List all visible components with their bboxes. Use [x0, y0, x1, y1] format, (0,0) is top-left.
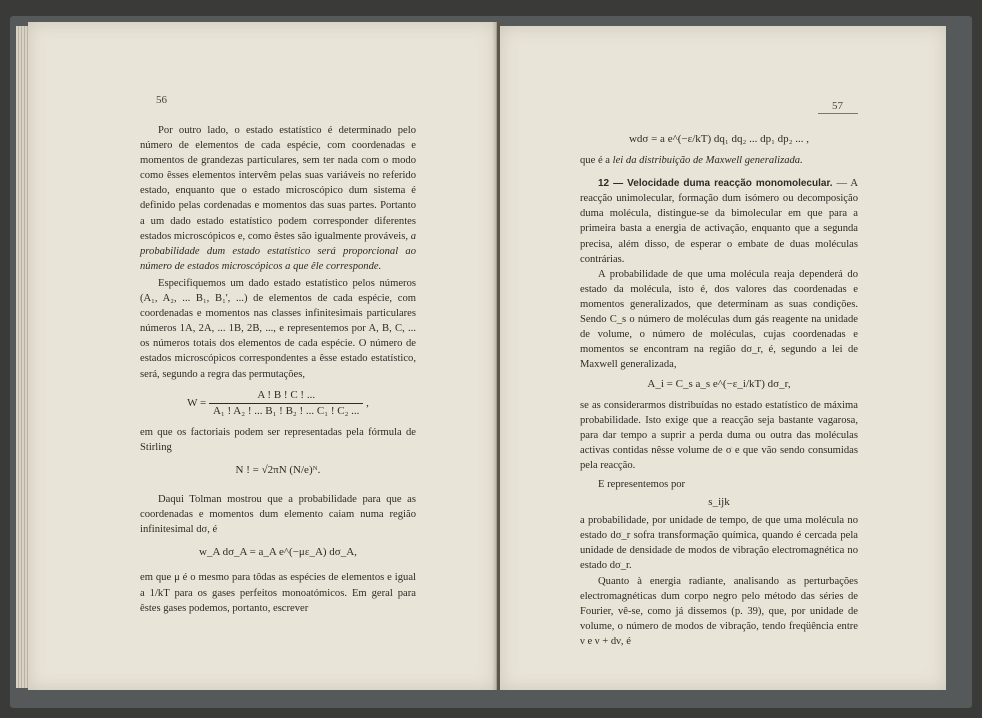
equation-probability: w_A dσ_A = a_A e^(−με_A) dσ_A,: [199, 546, 357, 559]
right-page-number: 57: [832, 100, 843, 112]
paragraph-text: A reacção unimolecular, formação dum isómero ou decomposição duma molécula, distingue-se da bimolecular em que para a primeira basta a energia de activação, enquanto que a segunda precisa, além disso, de esperar o embate de duas moléculas contrárias.: [580, 178, 858, 265]
section-heading: 12 — Velocidade duma reacção monomolecular.: [598, 178, 833, 190]
numerator: A ! B ! C ! ...: [209, 388, 363, 404]
paragraph: em que os factoriais podem ser representadas pela fórmula de Stirling: [140, 426, 416, 453]
paragraph: a probabilidade, por unidade de tempo, de que uma molécula no estado dσ_r sofra transformação química, quando é cercada pela unidade de densidade de modos de vibração electromagnética no estado dσ_r.: [580, 515, 858, 572]
denominator: A₁ ! A₂ ! ... B₁ ! B₂ ! ... C₁ ! C₂ ...: [212, 404, 360, 417]
fraction: [209, 388, 363, 419]
text-prefix: que é a: [580, 155, 613, 167]
equation-permutations: [140, 388, 416, 419]
equation-ai: A_i = C_s a_s e^(−ε_i/kT) dσ_r,: [647, 378, 791, 391]
left-page-number: 56: [156, 94, 167, 106]
paragraph: [140, 123, 416, 274]
paragraph: [580, 176, 858, 267]
italic-law: lei da distribuição de Maxwell generalizada.: [612, 155, 803, 167]
left-page-text: [140, 123, 416, 616]
equation-stirling: N ! = √2πN (N/e)ᴺ.: [235, 463, 321, 476]
paragraph: se as considerarmos distribuídas no estado estatístico de máxima probabilidade. Isto exige que a reacção seja bastante vagarosa, para dar tempo a suprir a perda duma ou outra das moléculas activas contidas nêsse volume de σ e que vão sendo consumidas pela reacção.: [580, 399, 858, 471]
eq-tail: ,: [366, 396, 369, 409]
paragraph-text: Por outro lado, o estado estatístico é determinado pelo número de elementos de cada espécie, com coordenadas e momentos de grandezas particulares, sem ter nada com o modo como êsses elementos intervêm pelas suas variáveis no referido estado, enquanto que o estado microscópico dum sistema é definido pelas cordenadas e momentos das suas partes. Portanto a um dado estado estatístico podem corresponder diferentes estados microscópicos e, como êstes são igualmente prováveis,: [140, 125, 416, 242]
paragraph: E representemos por: [598, 478, 686, 490]
equation-maxwell: wdσ = a e^(−ε/kT) dq₁ dq₂ ... dp₁ dp₂ ... ,: [628, 133, 810, 145]
paragraph: A probabilidade de que uma molécula reaja dependerá do estado da molécula, isto é, dos valores das coordenadas e momentos generalizados, que determinam as suas condições. Sendo C_s o número de moléculas dum gás reagente na unidade de volume, o número de moléculas, cujas coordenadas e momentos se encontram na região dσ_r, é, segundo a lei de Maxwell generalizada,: [580, 268, 858, 371]
paragraph: Daqui Tolman mostrou que a probabilidade para que as coordenadas e momentos dum elemento caiam numa região infinitesimal dσ, é: [140, 494, 416, 536]
page-stack-edge: [16, 26, 28, 688]
paragraph: Quanto à energia radiante, analisando as perturbações electromagnéticas dum corpo negro pelo método das séries de Fourier, vê-se, como já dissemos (p. 39), que, por unidade de volume, o número de modos de vibração, tendo freqüência entre ν e ν + dν, é: [580, 575, 858, 647]
equation-sijk: s_ijk: [708, 496, 730, 509]
italic-statement: a probabilidade dum estado estatístico será proporcional ao número de estados microscópicos a que êle corresponde.: [140, 230, 416, 272]
paragraph: [580, 153, 858, 168]
paragraph: Especifiquemos um dado estado estatístico pelos números (A₁, A₂, ... B₁, B₁', ...) de elementos de cada espécie, com coordenadas e momentos nas classes infinitesimais particulares números 1A, 2A, ... 1B, 2B, ..., e representemos por A, B, C, ... os números totais dos elementos de cada espécie. O número de estados microscópicos correspondentes a êsse estado estatístico, será, segundo a regra das permutações,: [140, 277, 416, 380]
eq-lhs: W =: [187, 396, 207, 409]
page-number-rule: [818, 113, 858, 114]
right-page-text: [580, 130, 858, 649]
heading-dash: —: [832, 178, 851, 190]
paragraph: em que μ é o mesmo para tôdas as espécies de elementos e igual a 1/kT para os gases perfeitos monoatómicos. Em geral para êstes gases podemos, portanto, escrever: [140, 572, 416, 614]
